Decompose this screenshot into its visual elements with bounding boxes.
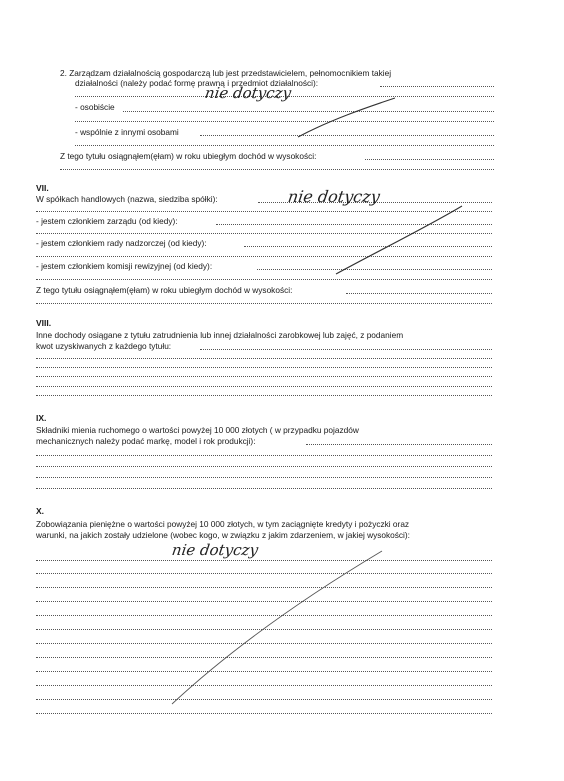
- dotted-line: [36, 685, 492, 686]
- dotted-line: [306, 444, 492, 445]
- dotted-line: [36, 615, 492, 616]
- dotted-line: [36, 657, 492, 658]
- s7-handwritten-note: nie dotyczy: [286, 187, 382, 206]
- dotted-line: [36, 699, 492, 700]
- s2-income: Z tego tytułu osiągnąłem(ęłam) w roku ubiegłym dochód w wysokości:: [60, 151, 317, 161]
- dotted-line: [36, 395, 492, 396]
- strike-line-s2: [298, 98, 395, 137]
- dotted-line: [36, 573, 492, 574]
- s2-line1: 2. Zarządzam działalnością gospodarczą lub jest przedstawicielem, pełnomocnikiem takiej: [60, 68, 392, 78]
- s2-handwritten-note: nie dotyczy: [203, 84, 293, 102]
- s9-line2: mechanicznych należy podać markę, model i rok produkcji):: [36, 436, 256, 446]
- s10-handwritten-note: nie dotyczy: [170, 541, 260, 559]
- s10-heading: X.: [36, 506, 45, 516]
- dotted-line: [75, 121, 494, 122]
- dotted-line: [36, 233, 492, 234]
- dotted-line: [200, 349, 492, 350]
- s7-komisja: - jestem członkiem komisji rewizyjnej (od kiedy):: [36, 261, 213, 271]
- dotted-line: [36, 211, 492, 212]
- dotted-line: [36, 303, 492, 304]
- s10-line1: Zobowiązania pieniężne o wartości powyżej 10 000 złotych, w tym zaciągnięte kredyty i pożyczki oraz: [36, 519, 410, 529]
- s7-line1: W spółkach handlowych (nazwa, siedziba spółki):: [36, 194, 218, 204]
- s7-heading: VII.: [36, 183, 49, 193]
- dotted-line: [216, 224, 492, 225]
- dotted-line: [75, 145, 494, 146]
- s8-heading: VIII.: [36, 318, 52, 328]
- dotted-line: [36, 455, 492, 456]
- dotted-line: [200, 135, 494, 136]
- dotted-line: [36, 643, 492, 644]
- s8-line2: kwot uzyskiwanych z każdego tytułu:: [36, 341, 172, 351]
- dotted-line: [36, 256, 492, 257]
- dotted-line: [36, 629, 492, 630]
- s2-wspolnie: - wspólnie z innymi osobami: [75, 127, 179, 137]
- s8-line1: Inne dochody osiągane z tytułu zatrudnienia lub innej działalności zarobkowej lub zajęć, z podaniem: [36, 330, 404, 340]
- s9-heading: IX.: [36, 413, 47, 423]
- strike-line-s7: [336, 206, 462, 274]
- s2-osobiscie: - osobiście: [75, 102, 115, 112]
- s2-line2: działalności (należy podać formę prawną i przedmiot działalności):: [75, 78, 319, 88]
- dotted-line: [36, 279, 492, 280]
- dotted-line: [36, 713, 492, 714]
- dotted-line: [244, 246, 492, 247]
- dotted-line: [365, 159, 494, 160]
- dotted-line: [123, 111, 494, 112]
- dotted-line: [36, 466, 492, 467]
- dotted-line: [36, 367, 492, 368]
- s7-rada: - jestem członkiem rady nadzorczej (od kiedy):: [36, 238, 207, 248]
- dotted-line: [380, 86, 494, 87]
- s10-line2: warunki, na jakich zostały udzielone (wobec kogo, w związku z jakim zdarzeniem, w jakiej wysokości):: [36, 530, 410, 540]
- dotted-line: [36, 386, 492, 387]
- dotted-line: [36, 376, 492, 377]
- s7-income: Z tego tytułu osiągnąłem(ęłam) w roku ubiegłym dochód w wysokości:: [36, 285, 293, 295]
- dotted-line: [36, 488, 492, 489]
- s7-zarzad: - jestem członkiem zarządu (od kiedy):: [36, 216, 178, 226]
- dotted-line: [257, 269, 492, 270]
- dotted-line: [36, 601, 492, 602]
- dotted-line: [36, 560, 492, 561]
- dotted-line: [60, 169, 494, 170]
- s9-line1: Składniki mienia ruchomego o wartości powyżej 10 000 złotych ( w przypadku pojazdów: [36, 425, 359, 435]
- dotted-line: [36, 587, 492, 588]
- dotted-line: [36, 671, 492, 672]
- dotted-line: [36, 358, 492, 359]
- dotted-line: [36, 477, 492, 478]
- dotted-line: [346, 293, 492, 294]
